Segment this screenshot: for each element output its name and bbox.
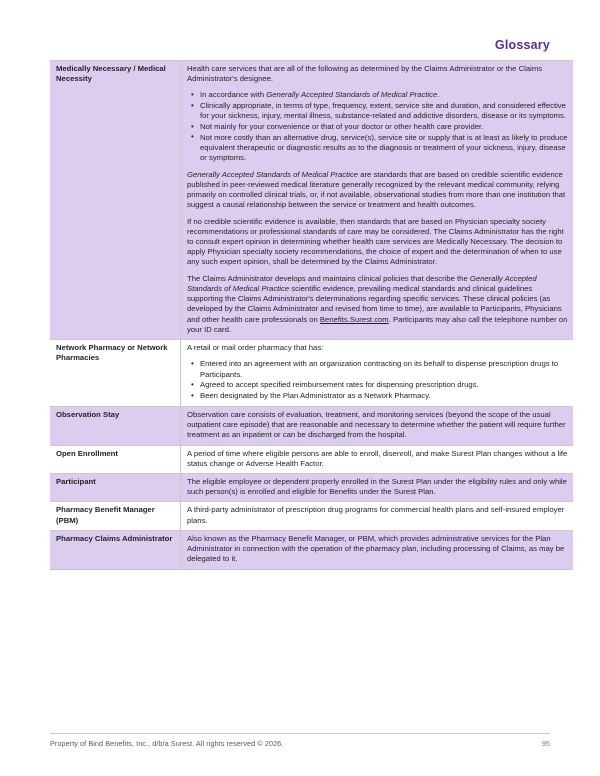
definition-paragraph: Health care services that are all of the following as determined by the Claims Administrator or the Claims Administrator's designee. — [187, 64, 543, 84]
table-row — [50, 445, 573, 473]
definition-paragraph: If no credible scientific evidence is available, then standards that are based on Physician specialty society recommendations or professional standards of care may be considered. The Claims Administrator has the right to consult expert opinion in determining whether health care services are Medically Necessary. The decision to apply Physician specialty society recommendations, the choice of expert and the determination of when to use any such expert opinion, shall be determined by the Claims Administrator. — [187, 216, 564, 267]
definition-paragraph: Observation care consists of evaluation, treatment, and monitoring services (beyond the scope of the usual outpatient care episode) that are reasonable and necessary to determine whether the patient will require further treatment as an inpatient or can be discharged from the hospital. — [187, 409, 566, 440]
footer-page-number: 95 — [541, 739, 550, 748]
list-item: • Been designated by the Plan Administrator as a Network Pharmacy. — [200, 391, 568, 401]
definition-paragraph: A period of time where eligible persons are able to enroll, disenroll, and make Surest Plan changes without a life status change or Adverse Health Factor. — [187, 448, 568, 468]
emphasis-text: Generally Accepted Standards of Medical Practice — [187, 169, 359, 179]
glossary-definition — [181, 61, 574, 340]
definition-paragraph: A retail or mail order pharmacy that has: — [187, 343, 324, 353]
glossary-definition — [181, 406, 574, 445]
table-row — [50, 406, 573, 445]
emphasis-text: Generally Accepted Standards of Medical Practice — [266, 90, 438, 100]
list-item: • Entered into an agreement with an organization contracting on its behalf to dispense prescription drugs to Participants. — [200, 359, 568, 379]
glossary-term: Pharmacy Benefit Manager (PBM) — [50, 502, 181, 530]
glossary-definition — [181, 502, 574, 530]
glossary-definition — [181, 530, 574, 569]
definition-list — [187, 359, 568, 401]
list-item: • Clinically appropriate, in terms of type, frequency, extent, service site and duration, and considered effective for your sickness, injury, mental illness, substance-related and addictive disorders, disease or its symptoms. — [200, 101, 568, 121]
table-row — [50, 502, 573, 530]
definition-paragraph: A third-party administrator of prescription drug programs for commercial health plans and self-insured employer plans. — [187, 505, 565, 525]
table-row — [50, 530, 573, 569]
definition-paragraph: Generally Accepted Standards of Medical Practice are standards that are based on credible scientific evidence published in peer-reviewed medical literature generally recognized by the relevant medical community, relying primarily on controlled clinical trials, or, if not available, observational studies from more than one institution that suggest a causal relationship between the service or treatment and health outcomes. — [187, 169, 566, 210]
glossary-definition — [181, 445, 574, 473]
footer-copyright: Property of Bind Benefits, Inc., d/b/a Surest. All rights reserved © 2026. — [50, 739, 284, 748]
glossary-term: Network Pharmacy or Network Pharmacies — [50, 340, 181, 407]
definition-paragraph: Also known as the Pharmacy Benefit Manager, or PBM, which provides administrative services for the Plan Administrator in connection with the operation of the pharmacy plan, including processing of Claims, as may be delegated to it. — [187, 533, 565, 564]
list-item: • Agreed to accept specified reimbursement rates for dispensing prescription drugs. — [200, 380, 568, 390]
table-row — [50, 473, 573, 501]
glossary-term: Participant — [50, 473, 181, 501]
glossary-definition — [181, 473, 574, 501]
emphasis-text: Generally Accepted Standards of Medical Practice — [187, 273, 537, 293]
benefits-surest-link[interactable]: Benefits.Surest.com — [319, 314, 389, 324]
page-title: Glossary — [494, 38, 550, 52]
list-item: • Not mainly for your convenience or that of your doctor or other health care provider. — [200, 122, 568, 132]
definition-list — [187, 90, 568, 163]
glossary-term: Medically Necessary / Medical Necessity — [50, 61, 181, 340]
page-footer — [50, 733, 550, 748]
page-header — [50, 0, 550, 60]
glossary-term: Open Enrollment — [50, 445, 181, 473]
list-item: • In accordance with Generally Accepted Standards of Medical Practice. — [200, 90, 568, 100]
glossary-term: Observation Stay — [50, 406, 181, 445]
glossary-term: Pharmacy Claims Administrator — [50, 530, 181, 569]
glossary-table — [50, 60, 573, 570]
table-row — [50, 61, 573, 340]
list-item: • Not more costly than an alternative drug, service(s), service site or supply that is at least as likely to produce equivalent therapeutic or diagnostic results as to the diagnosis or treatment of your sickness, injury, disease or symptoms. — [200, 133, 568, 164]
definition-paragraph: The Claims Administrator develops and maintains clinical policies that describe the Generally Accepted Standards of Medical Practice scientific evidence, prevailing medical standards and clinical guidelines supporting the Claims Administrator's determinations regarding specific services. These clinical policies (as developed by the Claims Administrator and revised from time to time), are available to Participants, Physicians and other health care professionals on Benefits.Surest.com. Participants may also call the telephone number on your ID card. — [187, 273, 568, 334]
definition-paragraph: The eligible employee or dependent properly enrolled in the Surest Plan under the eligibility rules and only while such person(s) is enrolled and eligible for Benefits under the Surest Plan. — [187, 476, 567, 497]
glossary-definition — [181, 340, 574, 407]
table-row — [50, 340, 573, 407]
